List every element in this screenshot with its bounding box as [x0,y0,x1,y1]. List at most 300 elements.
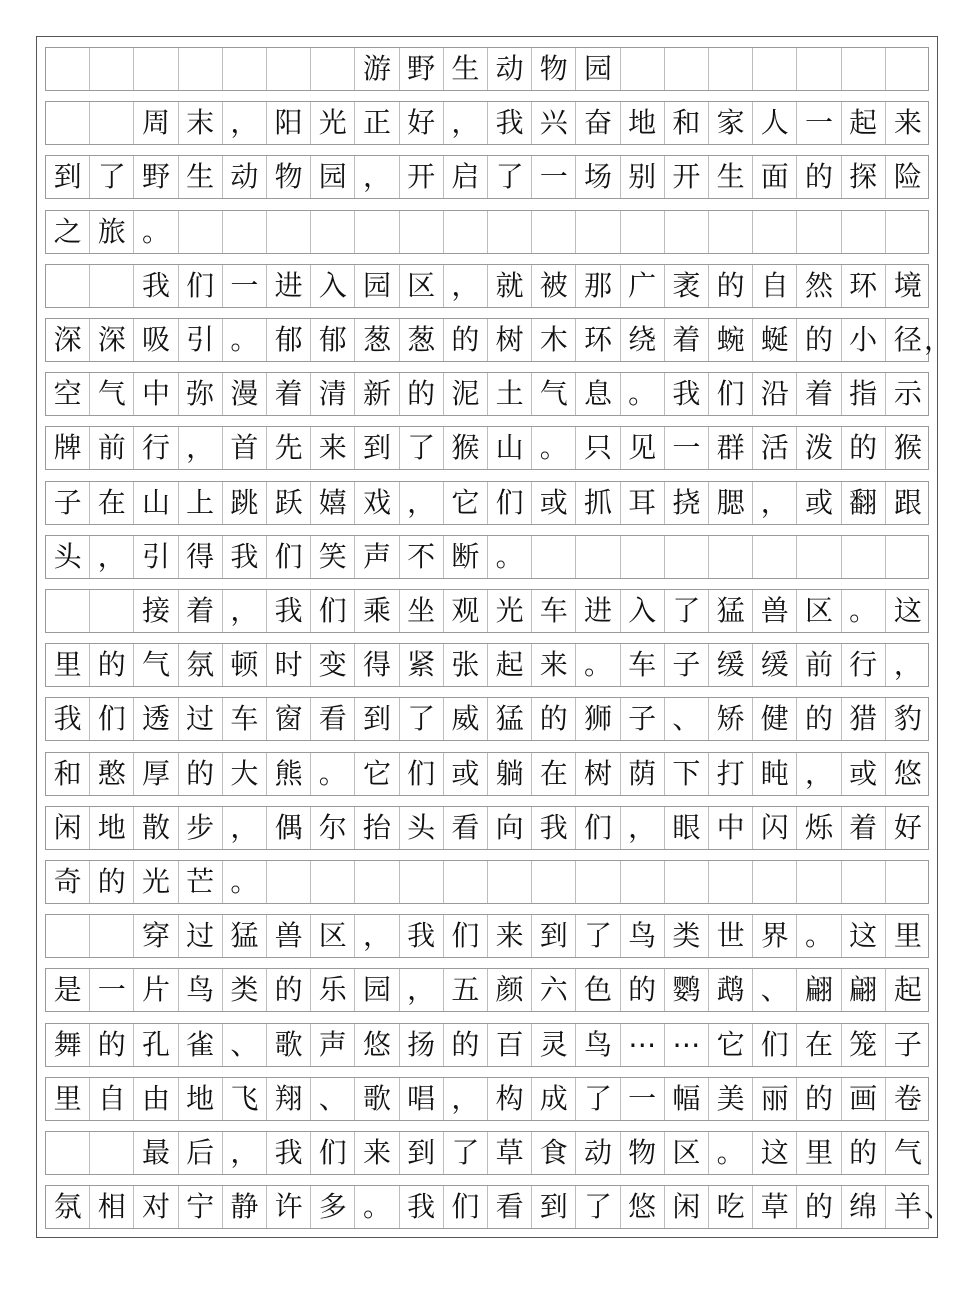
margin-overflow-punctuation: 、 [924,1190,953,1224]
grid-cell: 我 [46,698,90,740]
grid-cell: 在 [532,753,576,795]
grid-cell: 芒 [179,861,223,903]
grid-cell: 鸟 [576,1024,620,1066]
grid-cell: 、 [753,969,797,1011]
grid-cell: 。 [223,861,267,903]
grid-cell [223,48,267,90]
grid-cell: 来 [488,915,532,957]
grid-cell [267,211,311,253]
grid-cell: 跃 [267,482,311,524]
grid-cell: 首 [223,427,267,469]
grid-cell: 时 [267,644,311,686]
grid-cell: 木 [532,319,576,361]
grid-cell: ， [355,156,399,198]
grid-cell: 唱 [400,1078,444,1120]
grid-cell: 草 [753,1186,797,1228]
grid-cell: 先 [267,427,311,469]
grid-cell: 里 [46,644,90,686]
grid-cell [90,265,134,307]
grid-cell: 险 [893,160,922,194]
grid-cell [886,211,930,253]
grid-cell [665,211,709,253]
grid-cell: ， [223,102,267,144]
grid-cell: 或 [842,753,886,795]
grid-cell [532,211,576,253]
grid-cell: 的 [842,1132,886,1174]
grid-cell [400,211,444,253]
grid-cell: 尔 [311,807,355,849]
grid-cell: 清 [311,373,355,415]
grid-cell: 一 [223,265,267,307]
grid-cell: 翩 [842,969,886,1011]
grid-cell: 子 [621,698,665,740]
grid-cell: 我 [267,1132,311,1174]
grid-cell: 变 [311,644,355,686]
grid-cell: 闲 [46,807,90,849]
grid-cell: 车 [621,644,665,686]
grid-cell: 我 [400,915,444,957]
grid-cell: 这 [842,915,886,957]
grid-cell: 葱 [355,319,399,361]
grid-cell: 翻 [842,482,886,524]
grid-cell: 引 [179,319,223,361]
grid-cell [886,48,930,90]
grid-cell: 挠 [665,482,709,524]
grid-cell: 缓 [753,644,797,686]
grid-cell: 了 [576,915,620,957]
grid-cell: 中 [134,373,178,415]
grid-cell: 着 [179,590,223,632]
grid-cell: 气 [134,644,178,686]
grid-cell: 许 [267,1186,311,1228]
grid-cell: 步 [179,807,223,849]
grid-cell: 车 [223,698,267,740]
grid-cell: 子 [665,644,709,686]
grid-cell: 动 [488,48,532,90]
grid-cell: 袤 [665,265,709,307]
text-row [45,968,929,1012]
grid-cell [311,211,355,253]
grid-cell [355,211,399,253]
grid-cell: 我 [488,102,532,144]
grid-cell: 沿 [753,373,797,415]
grid-cell: ， [223,590,267,632]
grid-cell: 耳 [621,482,665,524]
grid-cell [46,102,90,144]
grid-cell: 动 [223,156,267,198]
grid-cell: 在 [797,1024,841,1066]
grid-cell: 悠 [893,756,922,790]
grid-cell: 鹉 [709,969,753,1011]
grid-cell: 进 [267,265,311,307]
grid-cell: 着 [267,373,311,415]
grid-cell: 一 [797,102,841,144]
grid-cell: 、 [311,1078,355,1120]
grid-cell: 吃 [709,1186,753,1228]
grid-cell: 鸟 [621,915,665,957]
text-row [45,535,929,579]
grid-cell [90,102,134,144]
grid-cell: 接 [134,590,178,632]
grid-cell: 子 [893,1027,922,1061]
grid-cell [621,861,665,903]
grid-cell: 生 [444,48,488,90]
grid-cell: 飞 [223,1078,267,1120]
grid-cell: 过 [179,915,223,957]
grid-cell: 之 [46,211,90,253]
grid-cell: 环 [842,265,886,307]
grid-cell: 的 [709,265,753,307]
grid-cell: 悠 [355,1024,399,1066]
grid-cell: 食 [532,1132,576,1174]
grid-cell [797,211,841,253]
grid-cell: 颜 [488,969,532,1011]
grid-cell: ， [223,1132,267,1174]
grid-cell [621,48,665,90]
grid-cell: 的 [444,1024,488,1066]
grid-cell [46,1132,90,1174]
grid-cell: 看 [488,1186,532,1228]
grid-cell: 五 [444,969,488,1011]
grid-cell: 。 [223,319,267,361]
grid-cell: 打 [709,753,753,795]
grid-cell: 后 [179,1132,223,1174]
grid-cell: 深 [90,319,134,361]
grid-cell: 我 [400,1186,444,1228]
grid-cell [576,536,620,578]
grid-cell: 来 [532,644,576,686]
grid-cell: 物 [621,1132,665,1174]
grid-cell: 张 [444,644,488,686]
grid-cell [90,590,134,632]
grid-cell: 看 [444,807,488,849]
grid-cell [267,48,311,90]
grid-cell: 鸟 [179,969,223,1011]
grid-cell: 区 [797,590,841,632]
grid-cell: 是 [46,969,90,1011]
grid-cell: 。 [576,644,620,686]
grid-cell: 着 [842,807,886,849]
grid-cell: 了 [665,590,709,632]
grid-cell: 、 [223,1024,267,1066]
grid-cell [444,211,488,253]
grid-cell: 被 [532,265,576,307]
grid-cell: 地 [90,807,134,849]
grid-cell [46,265,90,307]
grid-cell: 的 [400,373,444,415]
grid-cell: 到 [400,1132,444,1174]
grid-cell: 观 [444,590,488,632]
grid-cell: 头 [46,536,90,578]
grid-cell: 跟 [893,485,922,519]
grid-cell: 那 [576,265,620,307]
grid-cell: 蜿 [709,319,753,361]
grid-cell: 场 [576,156,620,198]
grid-cell: 们 [753,1024,797,1066]
grid-cell: 氛 [179,644,223,686]
grid-cell: 或 [797,482,841,524]
grid-cell [621,211,665,253]
grid-cell: 一 [621,1078,665,1120]
grid-cell: 穿 [134,915,178,957]
grid-cell: 山 [488,427,532,469]
grid-cell [886,861,930,903]
grid-cell: 子 [46,482,90,524]
grid-cell: 前 [797,644,841,686]
grid-cell: 的 [90,1024,134,1066]
grid-cell: 来 [893,106,922,140]
grid-cell: 们 [709,373,753,415]
grid-cell: 我 [267,590,311,632]
grid-cell [311,48,355,90]
grid-cell: 扬 [400,1024,444,1066]
grid-cell: 一 [665,427,709,469]
paragraph-first-row [45,101,929,145]
grid-cell: 烁 [797,807,841,849]
grid-cell: 构 [488,1078,532,1120]
grid-cell: 绕 [621,319,665,361]
grid-cell: 最 [134,1132,178,1174]
grid-cell [665,48,709,90]
grid-cell: 到 [355,427,399,469]
grid-cell: 生 [179,156,223,198]
grid-cell [709,861,753,903]
grid-cell: 兴 [532,102,576,144]
text-row [45,752,929,796]
grid-cell: 光 [311,102,355,144]
grid-cell: 开 [400,156,444,198]
grid-cell: 起 [893,973,922,1007]
grid-cell: ， [444,102,488,144]
grid-cell: 坐 [400,590,444,632]
grid-cell [400,861,444,903]
grid-cell: 这 [753,1132,797,1174]
grid-cell: 多 [311,1186,355,1228]
text-row [45,806,929,850]
grid-cell: 我 [134,265,178,307]
grid-cell: 到 [532,1186,576,1228]
grid-cell [488,211,532,253]
grid-cell: 闲 [665,1186,709,1228]
grid-cell: 光 [488,590,532,632]
grid-cell: 。 [355,1186,399,1228]
grid-cell: 的 [797,156,841,198]
grid-cell: ⋯ [621,1024,665,1066]
grid-cell: 缓 [709,644,753,686]
grid-cell: 歌 [267,1024,311,1066]
grid-cell: 着 [665,319,709,361]
grid-cell [444,861,488,903]
grid-cell [842,211,886,253]
grid-cell: 我 [665,373,709,415]
grid-cell: 兽 [267,915,311,957]
grid-cell: 、 [665,698,709,740]
composition-paper [36,36,953,1238]
text-row [45,860,929,904]
paragraph-first-row [45,589,929,633]
grid-cell: 嬉 [311,482,355,524]
grid-cell: 们 [90,698,134,740]
grid-cell: 在 [90,482,134,524]
grid-cell: 类 [665,915,709,957]
grid-cell: 游 [355,48,399,90]
grid-cell: 猛 [223,915,267,957]
grid-cell: 到 [532,915,576,957]
grid-cell: 由 [134,1078,178,1120]
grid-cell: 羊 [893,1190,922,1224]
grid-cell: 。 [709,1132,753,1174]
grid-cell [488,861,532,903]
grid-cell: 就 [488,265,532,307]
text-row [45,210,929,254]
grid-cell: 土 [488,373,532,415]
grid-cell: 。 [621,373,665,415]
paragraph-first-row [45,264,929,308]
grid-cell: 了 [576,1186,620,1228]
grid-cell [311,861,355,903]
grid-cell: 声 [355,536,399,578]
grid-cell: 抓 [576,482,620,524]
grid-cell: 见 [621,427,665,469]
grid-cell: 入 [311,265,355,307]
grid-cell: 它 [355,753,399,795]
grid-cell: 上 [179,482,223,524]
grid-cell: 山 [134,482,178,524]
grid-cell: 示 [893,377,922,411]
grid-cell: 得 [355,644,399,686]
grid-cell: 们 [444,915,488,957]
grid-cell: 猛 [488,698,532,740]
grid-cell: 空 [46,373,90,415]
grid-cell: 舞 [46,1024,90,1066]
grid-cell: ， [400,969,444,1011]
grid-cell: 里 [46,1078,90,1120]
grid-cell: 好 [400,102,444,144]
grid-cell: 区 [311,915,355,957]
grid-cell: 径 [893,323,922,356]
text-row [45,1023,929,1067]
grid-cell: 们 [400,753,444,795]
grid-cell: 物 [532,48,576,90]
paragraph-first-row [45,914,929,958]
grid-cell [46,915,90,957]
grid-cell: 美 [709,1078,753,1120]
grid-cell: 们 [488,482,532,524]
grid-cell: 到 [355,698,399,740]
grid-cell [842,861,886,903]
grid-cell: 地 [621,102,665,144]
grid-cell: 狮 [576,698,620,740]
grid-cell: 熊 [267,753,311,795]
grid-cell: ， [753,482,797,524]
grid-cell [621,536,665,578]
grid-cell [179,211,223,253]
grid-cell: 窗 [267,698,311,740]
grid-cell: 的 [179,753,223,795]
grid-cell: 动 [576,1132,620,1174]
paragraph-first-row [45,1131,929,1175]
grid-cell: 跳 [223,482,267,524]
grid-cell [355,861,399,903]
grid-cell: 乐 [311,969,355,1011]
grid-cell: 们 [444,1186,488,1228]
grid-cell: ， [223,807,267,849]
grid-cell: 自 [90,1078,134,1120]
grid-cell: 旅 [90,211,134,253]
grid-cell: 了 [400,427,444,469]
grid-cell: 里 [797,1132,841,1174]
grid-cell: 起 [488,644,532,686]
grid-cell: ， [797,753,841,795]
grid-cell: 大 [223,753,267,795]
grid-cell: 小 [842,319,886,361]
grid-cell: 的 [90,644,134,686]
grid-cell: 歌 [355,1078,399,1120]
grid-cell: ， [444,1078,488,1120]
grid-cell: 人 [753,102,797,144]
grid-cell: 探 [842,156,886,198]
grid-cell: 成 [532,1078,576,1120]
grid-cell: 广 [621,265,665,307]
grid-cell: ， [400,482,444,524]
grid-cell: 这 [893,594,922,627]
grid-cell: 只 [576,427,620,469]
grid-cell [842,536,886,578]
grid-cell: 不 [400,536,444,578]
grid-cell: 了 [400,698,444,740]
grid-cell: 丽 [753,1078,797,1120]
grid-cell: 牌 [46,427,90,469]
grid-cell: 鹦 [665,969,709,1011]
title-row [45,47,929,91]
grid-cell: 的 [90,861,134,903]
grid-cell: 的 [444,319,488,361]
grid-cell [709,48,753,90]
grid-cell: 区 [400,265,444,307]
grid-cell: 气 [893,1136,922,1169]
grid-cell: 进 [576,590,620,632]
grid-cell: 看 [311,698,355,740]
grid-cell: 憨 [90,753,134,795]
grid-cell: 类 [223,969,267,1011]
grid-cell: 吸 [134,319,178,361]
grid-cell: 对 [134,1186,178,1228]
grid-cell: 野 [400,48,444,90]
grid-cell: 抬 [355,807,399,849]
grid-cell: 的 [797,698,841,740]
grid-cell: 生 [709,156,753,198]
grid-cell: 悠 [621,1186,665,1228]
grid-cell: 们 [311,1132,355,1174]
grid-cell: 猴 [893,431,922,465]
grid-cell: 荫 [621,753,665,795]
text-row [45,372,929,416]
grid-cell: 到 [46,156,90,198]
text-row [45,1185,953,1229]
grid-cell: 草 [488,1132,532,1174]
grid-cell: 深 [46,319,90,361]
grid-cell: 好 [893,810,922,844]
grid-cell: 幅 [665,1078,709,1120]
grid-cell [753,211,797,253]
grid-cell: 兽 [753,590,797,632]
grid-cell: 或 [532,482,576,524]
grid-cell [267,861,311,903]
grid-cell: 区 [665,1132,709,1174]
grid-cell: 郁 [311,319,355,361]
grid-cell: 指 [842,373,886,415]
grid-cell: 世 [709,915,753,957]
